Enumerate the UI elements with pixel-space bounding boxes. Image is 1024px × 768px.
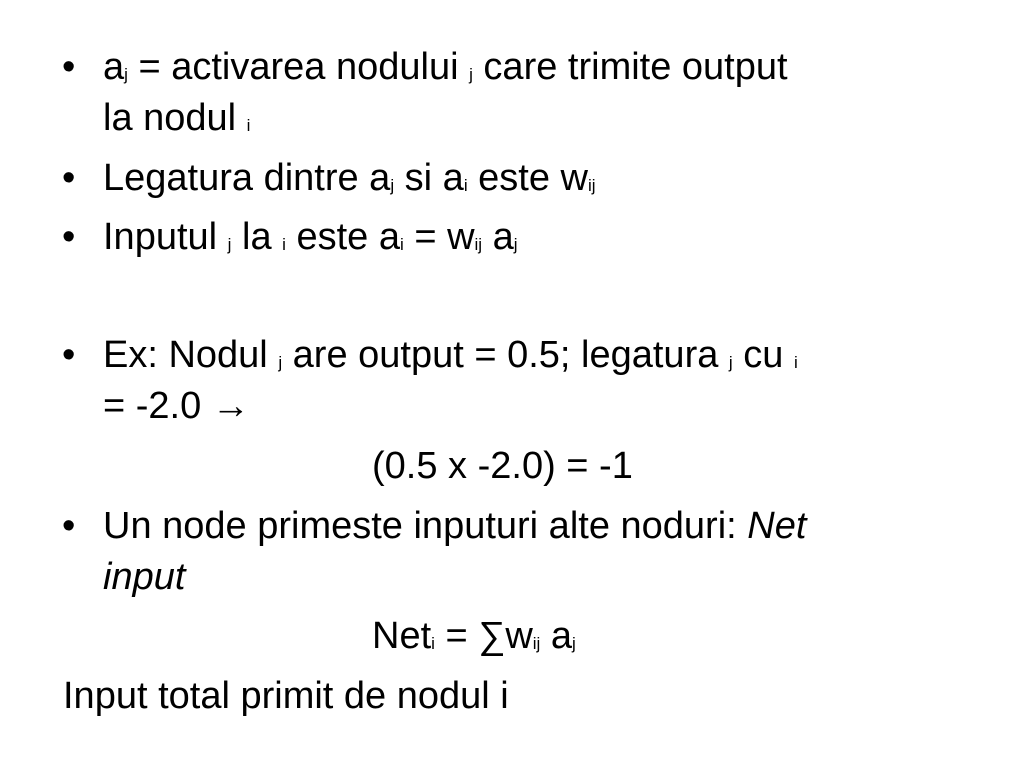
subscript: j — [513, 235, 518, 254]
subscript: j — [728, 353, 733, 372]
bullet-3-line — [103, 215, 518, 266]
bullet-5-line-1 — [103, 504, 806, 548]
bullet-1-line-1 — [103, 45, 788, 96]
bullet-5-line-2: input — [103, 556, 186, 598]
text: Legatura dintre a — [103, 157, 391, 199]
text: Inputul — [103, 216, 228, 258]
subscript: j — [124, 65, 128, 84]
bullet-2-line — [103, 156, 596, 207]
subscript: ij — [474, 235, 483, 254]
subscript: i — [463, 176, 468, 195]
text: si a — [394, 157, 464, 199]
text: Un node primeste inputuri alte noduri: — [103, 505, 748, 547]
formula — [372, 614, 576, 665]
subscript: j — [469, 65, 473, 84]
text: = activarea nodului — [127, 46, 470, 88]
text: cu — [732, 334, 794, 376]
subscript: j — [572, 634, 576, 653]
text: are output = 0.5; legatura — [282, 334, 729, 376]
subscript: ij — [532, 634, 541, 653]
text: la — [231, 216, 283, 258]
bullet-1-marker: • — [62, 46, 76, 88]
text: la nodul — [103, 97, 247, 139]
text: Ex: Nodul — [103, 334, 279, 376]
bullet-5-marker: • — [62, 505, 76, 547]
subscript: j — [278, 353, 283, 372]
subscript: i — [793, 353, 798, 372]
subscript: i — [431, 634, 435, 653]
text: este a — [285, 216, 400, 258]
bullet-3-marker: • — [62, 216, 76, 258]
text: = ∑w — [434, 615, 533, 657]
text: care trimite output — [472, 46, 788, 88]
text: a — [103, 46, 125, 88]
text: = w — [403, 216, 475, 258]
subscript: i — [282, 235, 286, 254]
bullet-4-line-1 — [103, 333, 798, 384]
bullet-1-line-2 — [103, 96, 250, 147]
text: este w — [467, 157, 588, 199]
bullet-4-line-2: = -2.0 → — [103, 385, 250, 427]
bullet-4-marker: • — [62, 334, 76, 376]
text: Net — [372, 615, 432, 657]
subscript: i — [246, 116, 251, 135]
subscript: j — [227, 235, 232, 254]
footer-text: Input total primit de nodul i — [63, 675, 509, 717]
subscript: j — [390, 176, 395, 195]
calculation: (0.5 x -2.0) = -1 — [372, 445, 633, 487]
bullet-2-marker: • — [62, 157, 76, 199]
text: a — [540, 615, 573, 657]
italic-text: Net — [747, 505, 807, 547]
subscript: ij — [587, 176, 596, 195]
text: a — [482, 216, 514, 258]
subscript: i — [400, 235, 404, 254]
